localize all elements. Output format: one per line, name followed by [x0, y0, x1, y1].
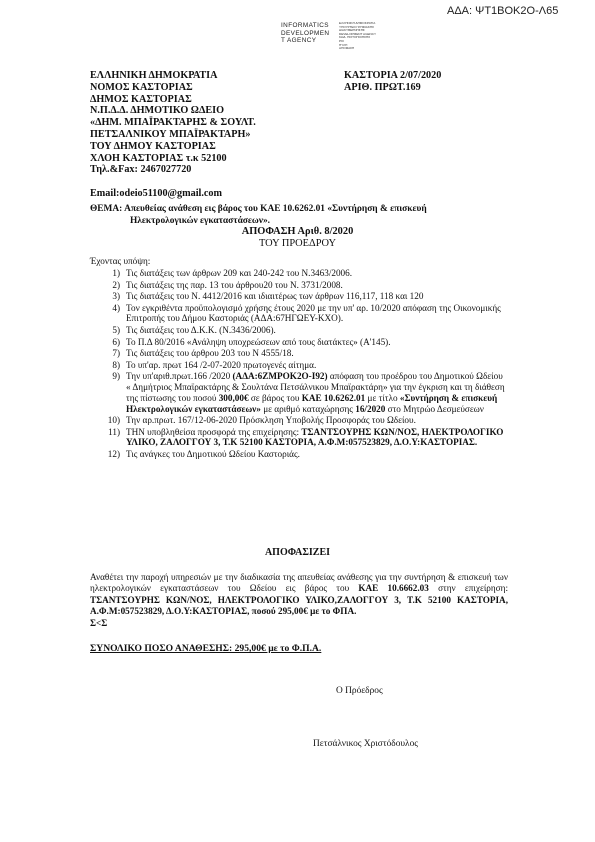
considerations-list: [90, 268, 505, 461]
list-item: 12) Τις ανάγκες του Δημοτικού Ωδείου Καστοριάς.: [107, 449, 300, 460]
decision-title: [0, 226, 595, 249]
total-amount: ΣΥΝΟΛΙΚΟ ΠΟΣΟ ΑΝΑΘΕΣΗΣ: 295,00€ με το Φ.Π.Α.: [90, 643, 322, 654]
logo-line: T AGENCY: [281, 37, 317, 45]
header-line: «ΔΗΜ. ΜΠΑΪΡΑΚΤΑΡΗΣ & ΣΟΥΛΤ.: [90, 117, 256, 129]
decision-body: Αναθέτει την παροχή υπηρεσιών με την διαδικασία της απευθείας ανάθεσης για την συντήρηση & επισκευή των ηλεκτρολογικών εγκαταστάσεων του Ωδείου εις βάρος του ΚΑΕ 10.6662.03 στην επιχείρηση: ΤΣΑΝΤΣΟΥΡΗΣ ΚΩΝ/ΝΟΣ, ΗΛΕΚΤΡΟΛΟΓΙΚΟ ΥΛΙΚΟ,ΖΑΛΟΓΓΟΥ 3, Τ.Κ 52100 ΚΑΣΤΟΡΙΑ, Α.Φ.Μ:057523829, Δ.Ο.Υ:ΚΑΣΤΟΡΙΑΣ, ποσού 295,00€ με το ΦΠΑ. Σ<Σ: [90, 572, 508, 628]
header-line: ΝΟΜΟΣ ΚΑΣΤΟΡΙΑΣ: [90, 81, 193, 93]
list-item: 8) Το υπ'αρ. πρωτ 164 /2-07-2020 πρωτογενές αίτημα.: [112, 359, 317, 370]
list-item: 6) Το Π.Δ 80/2016 «Ανάληψη υποχρεώσεων από τους διατάκτες» (Α'145).: [112, 336, 391, 347]
list-item: 3) Τις διατάξεις του Ν. 4412/2016 και ιδιαιτέρως των άρθρων 116,117, 118 και 120: [112, 291, 424, 302]
logo-line: INFORMATICS: [281, 22, 329, 29]
decision-subtitle: ΤΟΥ ΠΡΟΕΔΡΟΥ: [259, 237, 336, 249]
document-date: ΚΑΣΤΟΡΙΑ 2/07/2020: [344, 70, 442, 81]
header-line: ΤΟΥ ΔΗΜΟΥ ΚΑΣΤΟΡΙΑΣ: [90, 140, 216, 152]
header-line: ΠΕΤΣΑΛΝΙΚΟΥ ΜΠΑΪΡΑΚΤΑΡΗ»: [90, 128, 251, 140]
decision-number: ΑΠΟΦΑΣΗ Αριθ. 8/2020: [241, 226, 354, 237]
list-item: 9) Την υπ'αριθ.πρωτ.166 /2020 (ΑΔΑ:6ΖΜΡΟΚ2Ο-Ι92) απόφαση του προέδρου του Δημοτικού Ωδείου « Δημήτριος Μπαϊρακτάρης & Σουλτάνα Πετσάλνικου Μπαϊρακτάρη» για την έγκριση και τη διάθεση της πίστωσης του ποσού 300,00€ σε βάρος του ΚΑΕ 10.6262.01 με τίτλο «Συντήρηση & επισκευή Ηλεκτρολογικών εγκαταστάσεων» με αριθμό καταχώρησης 16/2020 στο Μητρώο Δεσμεύσεων: [112, 371, 505, 414]
header-line: ΔΗΜΟΣ ΚΑΣΤΟΡΙΑΣ: [90, 93, 192, 105]
ada-code: ΑΔΑ: ΨΤ1ΒΟΚ2Ο-Λ65: [447, 5, 559, 17]
email-address: Email:odeio51100@gmail.com: [90, 188, 222, 199]
having-regard: Έχοντας υπόψη:: [90, 256, 151, 266]
logo-fine-print: ΕΛΛΗΝΙΚΗ ΔΗΜΟΚΡΑΤΙΑ ΥΠΟΥΡΓΕΙΟ ΨΗΦΙΑΚΗΣ ΔΙΑΚΥΒΕΡΝΗΣΗΣ DEVELOPMENT AGENCY ΚΩΔ. ΠΙΣΤΟΠΟΙΗΣΗΣ PKI ΠΥΛΗ ΑΠΟΦΑΣΗ: [339, 21, 377, 51]
signer-name: Πετσάλνικος Χριστόδουλος: [313, 739, 419, 749]
informatics-logo: [281, 21, 377, 51]
subject: [90, 203, 505, 227]
list-item: 7) Τις διατάξεις του άρθρου 203 του Ν 4555/18.: [112, 348, 294, 359]
list-item: 10) Την αρ.πρωτ. 167/12-06-2020 Πρόσκληση Υποβολής Προσφοράς του Ωδείου.: [107, 415, 416, 426]
header-line: ΧΛΟΗ ΚΑΣΤΟΡΙΑΣ τ.κ 52100: [90, 152, 227, 164]
header-line: ΕΛΛΗΝΙΚΗ ΔΗΜΟΚΡΑΤΙΑ: [90, 70, 218, 81]
president-title: Ο Πρόεδρος: [336, 686, 383, 696]
list-item: 5) Τις διατάξεις του Δ.Κ.Κ. (Ν.3436/2006).: [112, 325, 276, 336]
header-line: Ν.Π.Δ.Δ. ΔΗΜΟΤΙΚΟ ΩΔΕΙΟ: [90, 105, 225, 117]
list-item: 4) Τον εγκριθέντα προϋπολογισμό χρήσης έτους 2020 με την υπ' αρ. 10/2020 απόφαση της Οικονομικής Επιτροπής του Δήμου Καστοριάς (ΑΔΑ:67ΗΓΩΕΥ-ΚΧΟ).: [112, 302, 501, 324]
list-item: 2) Τις διατάξεις της παρ. 13 του άρθρου20 του Ν. 3731/2008.: [112, 279, 343, 290]
subject-line: Ηλεκτρολογικών εγκαταστάσεων».: [130, 216, 270, 226]
decides-heading: ΑΠΟΦΑΣΙΖΕΙ: [264, 547, 331, 558]
list-item: 1) Τις διατάξεις των άρθρων 209 και 240-242 του Ν.3463/2006.: [112, 268, 353, 278]
protocol-number: ΑΡΙΘ. ΠΡΩΤ.169: [344, 81, 421, 93]
header-line: Τηλ.&Fax: 2467027720: [90, 164, 192, 176]
date-protocol-header: [344, 70, 441, 94]
list-item: 11) ΤΗΝ υποβληθείσα προσφορά της επιχείρησης: ΤΣΑΝΤΣΟΥΡΗΣ ΚΩΝ/ΝΟΣ, ΗΛΕΚΤΡΟΛΟΓΙΚΟ ΥΛΙΚΟ, ΖΑΛΟΓΓΟΥ 3, Τ.Κ 52100 ΚΑΣΤΟΡΙΑ, Α.Φ.Μ:057523829, Δ.Ο.Υ:ΚΑΣΤΟΡΙΑΣ.: [108, 426, 504, 448]
issuer-header: [90, 70, 256, 176]
logo-line: DEVELOPMEN: [281, 29, 330, 37]
subject-line: ΘΕΜΑ: Απευθείας ανάθεση εις βάρος του ΚΑΕ 10.6262.01 «Συντήρηση & επισκευή: [90, 204, 427, 214]
